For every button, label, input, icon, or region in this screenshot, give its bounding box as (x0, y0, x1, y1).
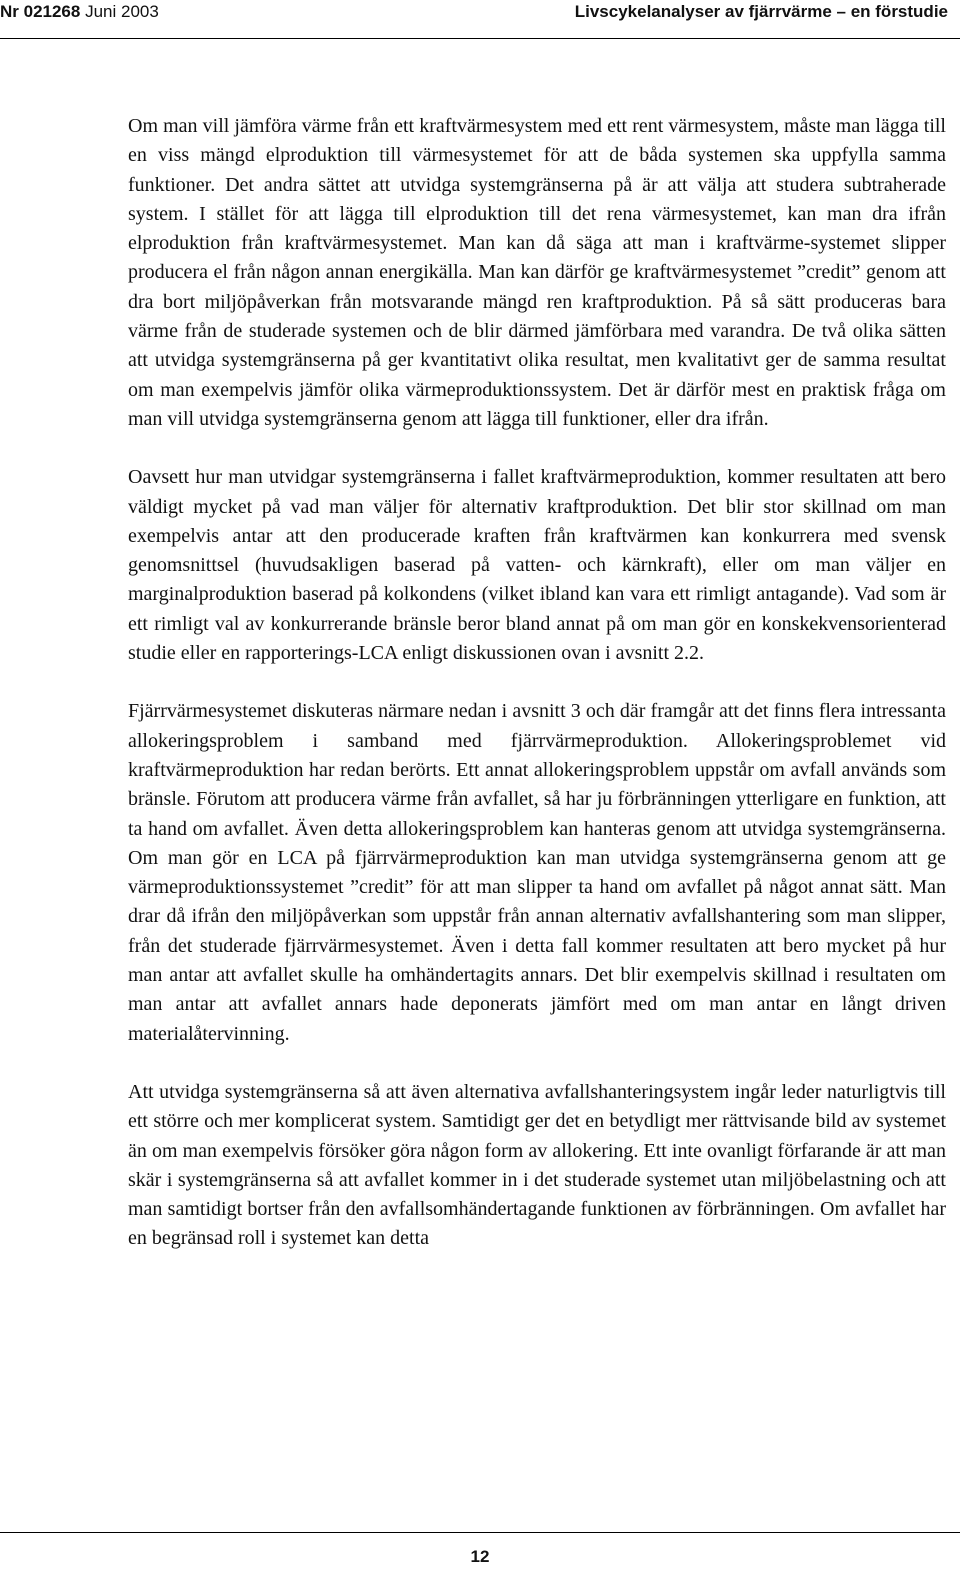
body-text (128, 112, 946, 1283)
report-number: Nr 021268 (0, 2, 81, 21)
paragraph: Om man vill jämföra värme från ett kraftvärmesystem med ett rent värmesystem, måste man lägga till en viss mängd elproduktion till värmesystemet för att de båda systemen ska uppfylla samma funktioner. Det andra sättet att utvidga systemgränserna på är att välja att studera subtraherade system. I stället för att lägga till elproduktion till det rena värmesystemet, kan man dra ifrån elproduktion från kraftvärmesystemet. Man kan då säga att man i kraftvärme-systemet slipper producera el från någon annan energikälla. Man kan därför ge kraftvärmesystemet ”credit” genom att dra bort miljöpåverkan från motsvarande mängd ren kraftproduktion. På så sätt produceras bara värme från de studerade systemen och de blir därmed jämförbara med varandra. De två olika sätten att utvidga systemgränserna på ger kvantitativt olika resultat, men kvalitativt ger de samma resultat om man exempelvis jämför olika värmeproduktionssystem. Det är därför mest en praktisk fråga om man vill utvidga systemgränserna genom att lägga till funktioner, eller dra ifrån. (128, 115, 946, 430)
paragraph: Fjärrvärmesystemet diskuteras närmare nedan i avsnitt 3 och där framgår att det finns flera intressanta allokeringsproblem i samband med fjärrvärmeproduktion. Allokeringsproblemet vid kraftvärmeproduktion har redan berörts. Ett annat allokeringsproblem uppstår om avfall används som bränsle. Förutom att producera värme från avfallet, så har ju förbränningen ytterligare en funktion, att ta hand om avfallet. Även detta allokeringsproblem kan hanteras genom att utvidga systemgränserna. Om man gör en LCA på fjärrvärmeproduktion kan man utvidga systemgränserna genom att ge värmeproduktionssystemet ”credit” för att man slipper ta hand om avfallet på något annat sätt. Man drar då ifrån den miljöpåverkan som uppstår från annan alternativ avfallshantering som man slipper, från det studerade fjärrvärmesystemet. Även i detta fall kommer resultaten att bero mycket på hur man antar att avfallet skulle ha omhändertagits annars. Det blir exempelvis skillnad i resultaten om man antar att avfallet annars hade deponerats jämfört med om man antar en långt driven materialåtervinning. (128, 700, 946, 1045)
paragraph: Att utvidga systemgränserna så att även alternativa avfallshanteringsystem ingår leder naturligtvis till ett större och mer komplicerat system. Samtidigt ger det en betydligt mer rättvisande bild av systemet än om man exempelvis försöker göra någon form av allokering. Ett inte ovanligt förfarande är att man skär i systemgränserna så att avfallet kommer in i det studerade systemet utan miljöbelastning och att man samtidigt bortser från den avfallsomhändertagande funktionen av förbränningen. Om avfallet har en begränsad roll i systemet kan detta (128, 1080, 946, 1250)
document-title: Livscykelanalyser av fjärrvärme – en förstudie (574, 2, 948, 21)
footer-divider (0, 1532, 960, 1533)
page-header (0, 0, 960, 39)
page-number: 12 (470, 1547, 490, 1566)
report-date: Juni 2003 (85, 2, 159, 21)
paragraph: Oavsett hur man utvidgar systemgränserna i fallet kraftvärmeproduktion, kommer resultaten att bero väldigt mycket på vad man väljer för alternativ kraftproduktion. Det blir stor skillnad om man exempelvis antar att den producerade kraften från kraftvärmen kan konkurrera med svensk genomsnittsel (huvudsakligen baserad på vatten- och kärnkraft), eller om man väljer en marginalproduktion baserad på kolkondens (vilket ibland kan vara ett rimligt antagande). Vad som är ett rimligt val av konkurrerande bränsle beror bland annat på om man gör en konskekvensorienterad studie eller en rapporterings-LCA enligt diskussionen ovan i avsnitt 2.2. (128, 466, 946, 665)
header-left (0, 0, 159, 24)
